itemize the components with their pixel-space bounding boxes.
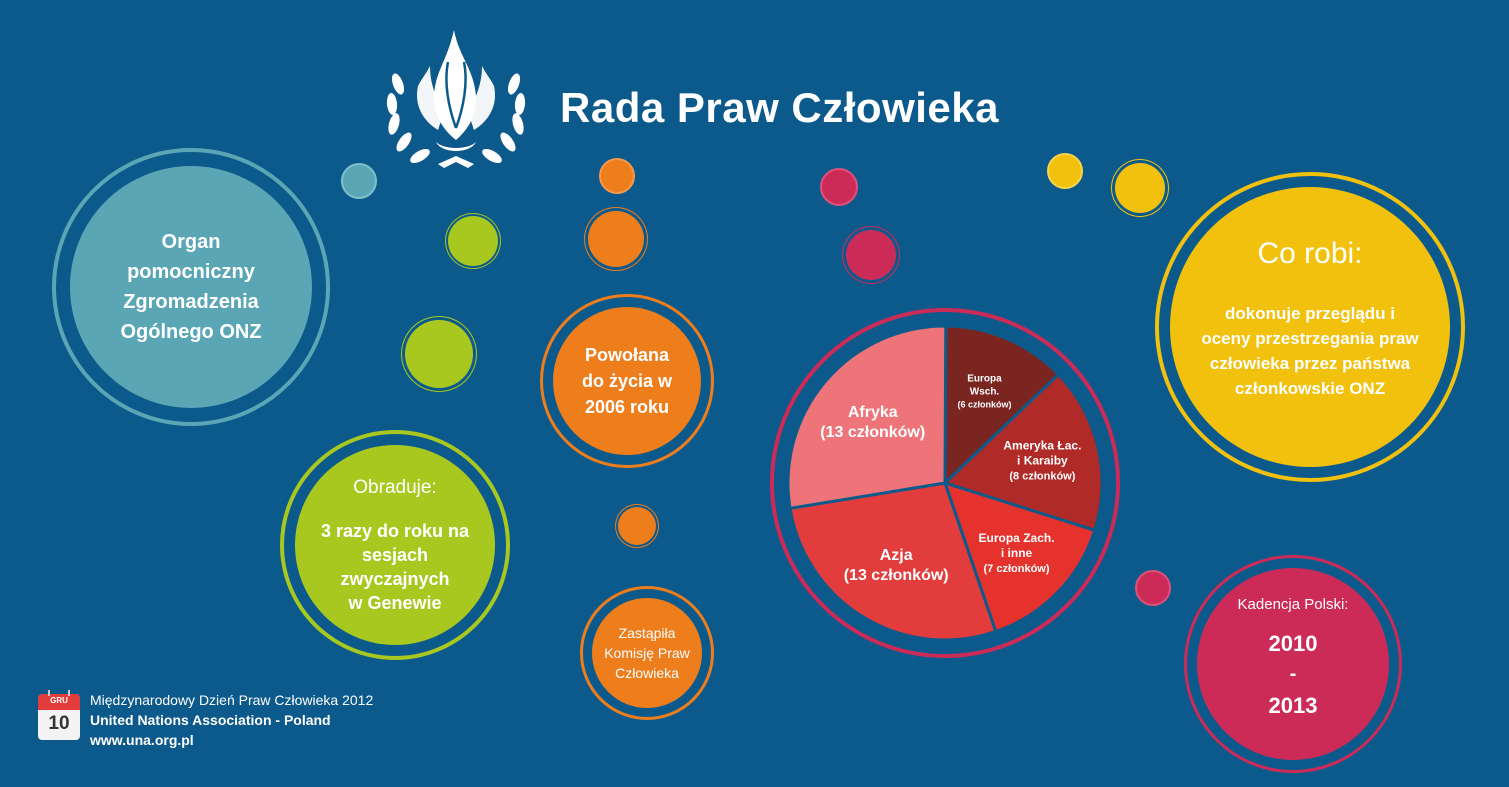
kadencja-start: 2010 — [1268, 631, 1318, 656]
calendar-day: 10 — [48, 713, 70, 734]
footer-line-url[interactable]: www.una.org.pl — [90, 732, 194, 748]
kadencja-dash: - — [1289, 662, 1297, 685]
crimson-dot-3 — [1135, 570, 1171, 606]
footer-line-event: Międzynarodowy Dzień Praw Człowieka 2012 — [90, 692, 374, 708]
un-human-rights-logo — [378, 22, 534, 174]
yellow-dot-1 — [1047, 153, 1083, 189]
orange-dot-2 — [588, 211, 644, 267]
lime-dot-large — [405, 320, 473, 388]
teal-dot — [341, 163, 377, 199]
footer — [90, 690, 373, 750]
pie-label-ameryka-lac: Ameryka Łac. i Karaiby (8 członków) — [1003, 438, 1082, 483]
powolana-text: Powołana do życia w 2006 roku — [581, 345, 673, 417]
pie-label-europa-zach: Europa Zach. i inne (7 członków) — [978, 531, 1055, 576]
page-title: Rada Praw Człowieka — [560, 84, 999, 131]
yellow-dot-2 — [1115, 163, 1165, 213]
zastapila-text: Zastąpiła Komisję Praw Człowieka — [604, 625, 690, 681]
pie-label-azja: Azja (13 członków) — [843, 547, 949, 585]
obraduje-heading: Obraduje: — [353, 477, 437, 498]
kadencja-heading: Kadencja Polski: — [1237, 595, 1349, 613]
calendar-icon — [38, 690, 80, 742]
lime-dot-small — [448, 216, 498, 266]
pie-label-afryka: Afryka (13 członków) — [820, 403, 926, 441]
organ-text: Organ pomocniczny Zgromadzenia Ogólnego ONZ — [120, 231, 262, 343]
orange-dot-1 — [599, 158, 635, 194]
co-robi-heading: Co robi: — [1257, 237, 1363, 270]
pie-label-europa-wsch: Europa Wsch. (6 członków) — [957, 373, 1012, 410]
obraduje-text: 3 razy do roku na sesjach zwyczajnych w Genewie — [320, 521, 470, 613]
calendar-month: GRU — [50, 696, 68, 705]
co-robi-text: dokonuje przeglądu i oceny przestrzegania praw człowieka przez państwa członkowskie ONZ — [1201, 304, 1419, 398]
crimson-dot-2 — [846, 230, 896, 280]
pie-chart — [770, 308, 1120, 658]
footer-line-org: United Nations Association - Poland — [90, 712, 331, 728]
crimson-dot-1 — [820, 168, 858, 206]
orange-dot-3 — [618, 507, 656, 545]
kadencja-end: 2013 — [1268, 693, 1318, 718]
